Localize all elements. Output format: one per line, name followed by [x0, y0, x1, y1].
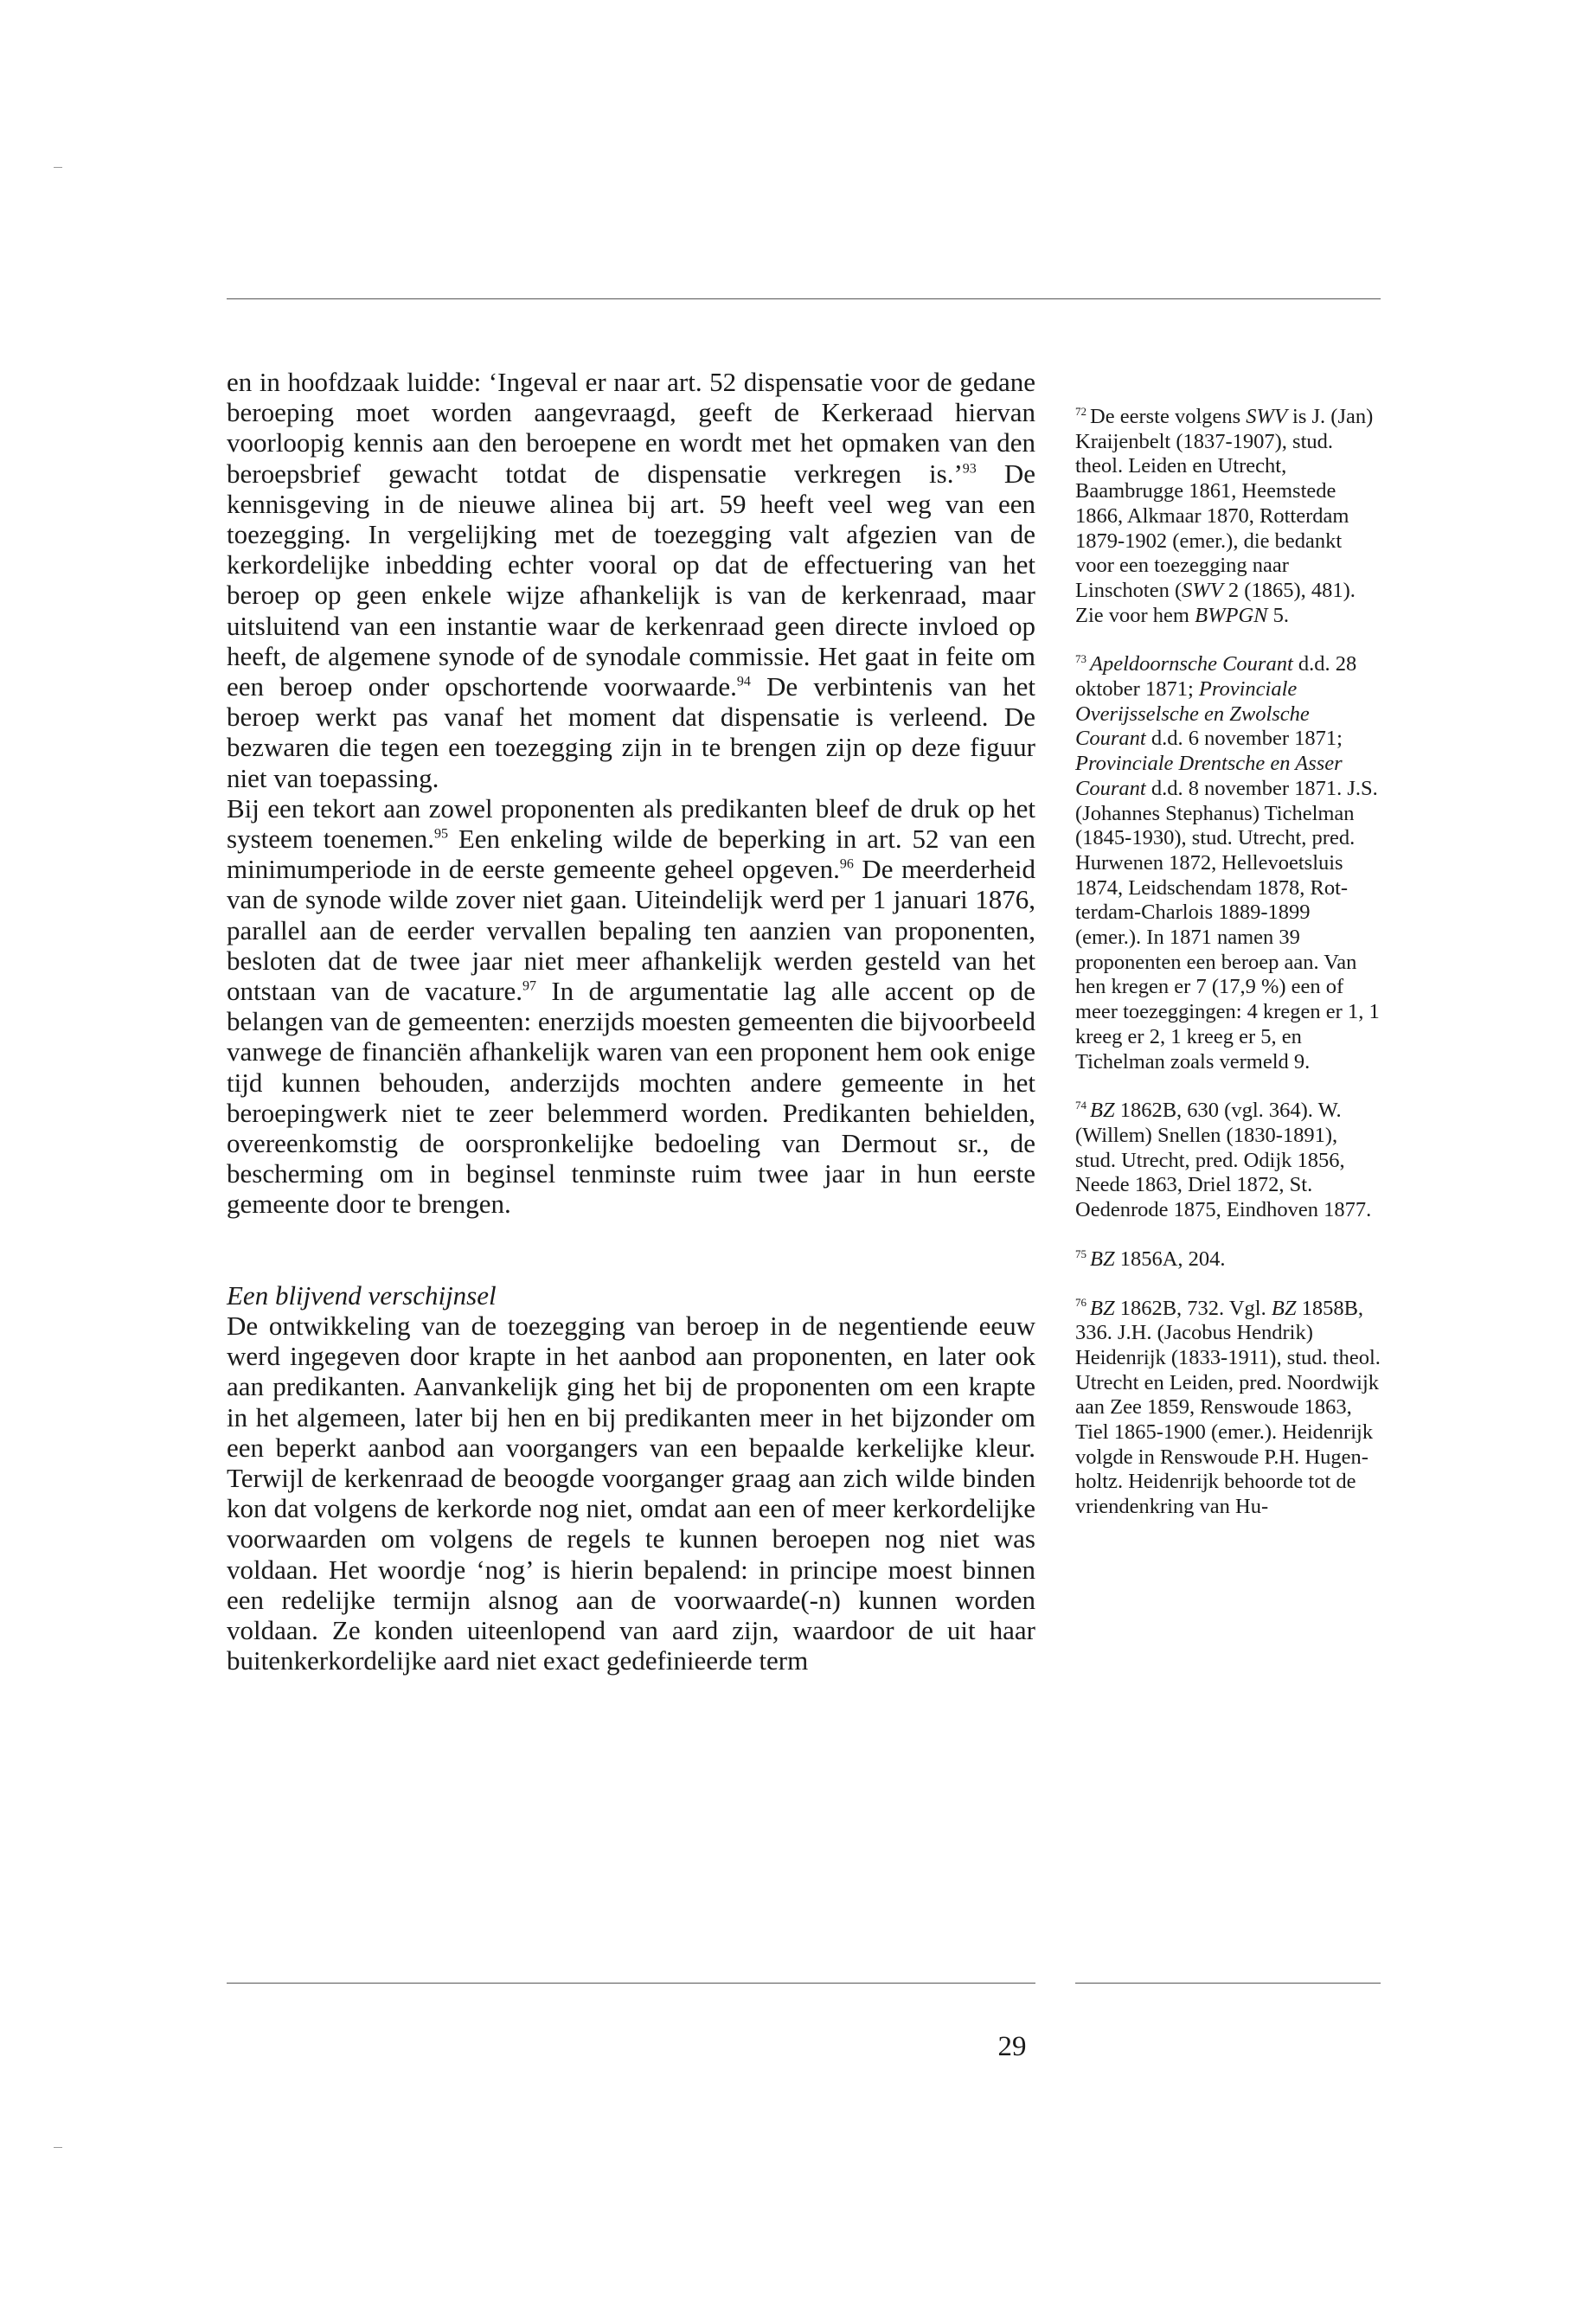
- note-number: 74: [1075, 1099, 1086, 1112]
- page-number: 29: [997, 2031, 1027, 2062]
- margin-note: $^{73}$ Apeldoornsche Courant d.d. 28 oktober 1871; Provinciale Overijsselsche en Zwolsche Courant d.d. 6 november 1871; Provinciale Drentsche en Asser Courant d.d. 8 november 1871. J.S. (Johannes Stephanus) Tichelman (1845-1930), stud. Utrecht, pred. Hurwenen 1872, Hellevoetsluis 1874, Leidschendam 1878, Rotterdam-Charlois 1889-1899 (emer.). In 1871 namen 39 proponenten een beroep aan. Van hen kregen er 7 (17,9 %) een of meer toezeggingen: 4 kregen er 1, 1 kreeg er 2, 1 kreeg er 5, en Tichelman zoals vermeld 9.: [1075, 652, 1380, 1074]
- note-number: 76: [1075, 1296, 1086, 1310]
- section-heading: Een blijvend verschijnsel: [227, 1279, 497, 1311]
- note-number: 73: [1075, 652, 1086, 666]
- paragraph: De ontwikkeling van de toezegging van beroep in de negentiende eeuw werd ingegeven door krapte in het aanbod aan proponenten, en later ook aan predikanten. Aanvankelijk ging het bij de proponenten om een krapte in het algemeen, later bij hen en bij predikanten meer in het bijzonder om een beperkt aanbod aan voorgangers van een bepaalde kerkelijke kleur. Terwijl de kerkenraad de beoogde voorganger graag aan zich wilde binden kon dat volgens de kerkorde nog niet, omdat aan een of meer kerkordelijke voorwaarden om volgens de regels te kunnen beroepen nog niet was voldaan. Het woordje ‘nog’ is hierin bepalend: in principe moest binnen een redelijke termijn alsnog aan de voorwaarde(-n) kunnen worden voldaan. Ze konden uiteenlopend van aard zijn, waardoor de uit haar buitenkerkordelijke aard niet exact gedefinieerde term: [227, 1310, 1035, 1676]
- footnote-ref: 94: [736, 674, 751, 689]
- footer-rule-notes: [1075, 1983, 1381, 1984]
- main-text-column: [227, 367, 1035, 1676]
- margin-note: $^{76}$ BZ 1862B, 732. Vgl. BZ 1858B, 336. J.H. (Jacobus Hendrik) Heidenrijk (1833-1911), stud. theol. Utrecht en Leiden, pred. Noordwijk aan Zee 1859, Renswoude 1863, Tiel 1865-1900 (emer.). Heidenrijk volgde in Renswoude P.H. Hugenholtz. Heidenrijk behoorde tot de vriendenkring van Hu-: [1075, 1296, 1381, 1519]
- note-number: 75: [1075, 1247, 1086, 1260]
- footer-rule-main: [227, 1983, 1035, 1984]
- footnote-ref: 93: [962, 461, 977, 477]
- footnote-ref: 95: [434, 826, 448, 842]
- crop-mark: [54, 2147, 62, 2148]
- footnote-ref: 96: [839, 856, 854, 872]
- section-spacer: [227, 1220, 1035, 1280]
- note-number: 72: [1075, 404, 1086, 418]
- paragraph: Bij een tekort aan zowel proponenten als predikanten bleef de druk op het systeem toenemen.$^{95}$ Een enkeling wilde de beperking in art. 52 van een minimumperiode in de eerste gemeente geheel opgeven.$^{96}$ De meerderheid van de synode wilde zover niet gaan. Uiteindelijk werd per 1 januari 1876, parallel aan de eerder vervallen bepaling ten aanzien van proponenten, besloten dat de twee jaar niet meer afhankelijk werden gesteld van het ontstaan van de vacature.$^{97}$ In de argumentatie lag alle accent op de belangen van de gemeenten: enerzijds moesten gemeenten die bijvoorbeeld vanwege de financiën afhankelijk waren van een proponent hem ook enige tijd kunnen behouden, anderzijds mochten andere gemeente in het beroepingwerk niet te zeer belemmerd worden. Predikanten behielden, overeenkomstig de oorspronkelijke bedoeling van Dermout sr., de bescherming om in beginsel tenminste ruim twee jaar in hun eerste gemeente door te brengen.: [227, 792, 1036, 1220]
- paragraph: en in hoofdzaak luidde: ‘Ingeval er naar art. 52 dispensatie voor de gedane beroeping moet worden aangevraagd, geeft de Kerkeraad hiervan voorloopig kennis aan den beroepene en wordt met het opmaken van den beroepsbrief gewacht totdat de dispensatie verkregen is.’$^{93}$ De kennisgeving in de nieuwe alinea bij art. 59 heeft veel weg van een toezegging. In vergelijking met de toezegging valt afgezien van de kerkordelijke inbedding echter vooral op dat de effectuering van het beroep op geen enkele wijze afhankelijk is van de kerkenraad, maar uitsluitend van een instantie waar de kerkenraad geen directe invloed op heeft, de algemene synode of de synodale commissie. Het gaat in feite om een beroep onder opschortende voorwaarde.$^{94}$ De verbintenis van het beroep werkt pas vanaf het moment dat dispensatie is verleend. De bezwaren die tegen een toezegging zijn in te brengen zijn op deze figuur niet van toepassing.: [227, 367, 1035, 793]
- header-rule: [227, 298, 1381, 299]
- footnote-ref: 97: [522, 978, 537, 994]
- crop-mark: [54, 167, 62, 168]
- margin-note: $^{75}$ BZ 1856A, 204.: [1075, 1247, 1226, 1271]
- margin-notes-column: [1075, 405, 1381, 1520]
- margin-note: $^{72}$ De eerste volgens SWV is J. (Jan) Kraijenbelt (1837-1907), stud. theol. Leiden en Utrecht, Baambrugge 1861, Heemstede 1866, Alkmaar 1870, Rotterdam 1879-1902 (emer.), die bedankt voor een toezegging naar Linschoten (SWV 2 (1865), 481). Zie voor hem BWPGN 5.: [1075, 404, 1374, 627]
- margin-note: $^{74}$ BZ 1862B, 630 (vgl. 364). W. (Willem) Snellen (1830-1891), stud. Utrecht, pred. Odijk 1856, Neede 1863, Driel 1872, St. Oedenrode 1875, Eindhoven 1877.: [1075, 1099, 1372, 1222]
